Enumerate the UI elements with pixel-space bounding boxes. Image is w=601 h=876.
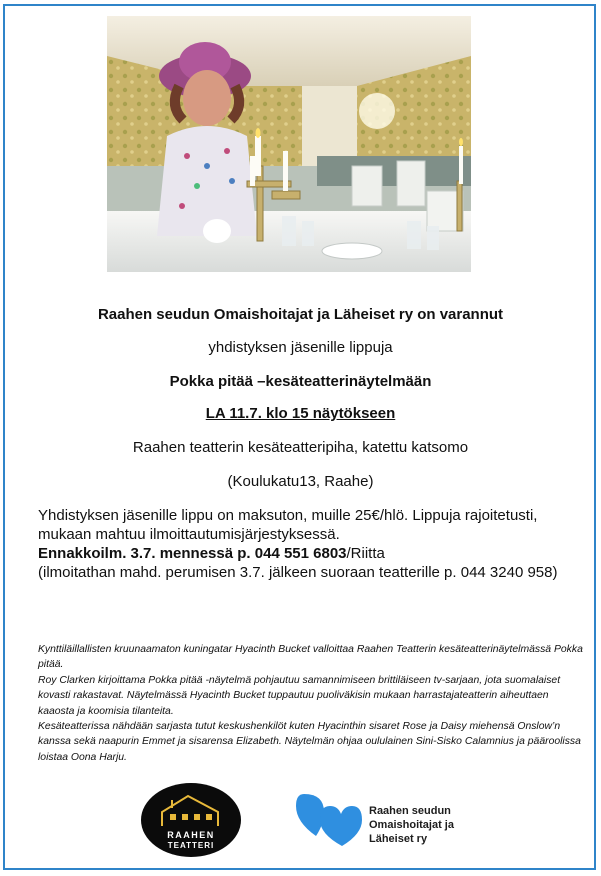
raahen-teatteri-logo	[140, 782, 242, 858]
teatteri-logo-line1: RAAHEN	[167, 830, 215, 840]
play-description	[38, 642, 584, 765]
show-date: LA 11.7. klo 15 näytökseen	[205, 405, 396, 422]
registration-deadline	[38, 544, 578, 563]
omais-logo-line2: Omaishoitajat ja	[369, 819, 454, 831]
ticket-info	[38, 506, 578, 582]
hero-photo	[107, 16, 471, 272]
venue-address: (Koulukatu13, Raahe)	[227, 473, 374, 490]
play-title: Pokka pitää –kesäteatterinäytelmään	[169, 373, 432, 390]
description-paragraph-3: Kesäteatterissa nähdään sarjasta tutut keskushenkilöt kuten Hyacinthin sisaret Rose ja Daisy miehensä Onslow’n kanssa sekä naapurin Emmet ja sisarensa Elizabeth. Näytelmän ohjaa oululainen Sini-Sisko Calamnius ja pääroolissa loistaa Oona Harju.	[38, 721, 581, 763]
teatteri-logo-line2: TEATTERI	[167, 841, 215, 850]
hero-photo-illustration	[107, 16, 471, 272]
description-paragraph-2: Roy Clarken kirjoittama Pokka pitää -näytelmä pohjautuu samannimiseen brittiläiseen tv-sarjaan, jota suomalaiset kovasti rakastavat. Näytelmässä Hyacinth Bucket tuppautuu puoliväkisin mukaan harrastajateatterin aiheuttaen kaaosta ja koomisia tilanteita.	[38, 674, 561, 717]
omais-logo-line3: Läheiset ry	[369, 833, 428, 845]
omaishoitajat-heart-logo	[294, 788, 364, 848]
registration-deadline-bold: Ennakkoilm. 3.7. mennessä p. 044 551 6803	[38, 545, 347, 562]
ticket-price-text: Yhdistyksen jäsenille lippu on maksuton, muille 25€/hlö. Lippuja rajoitetusti, mukaan mahtuu ilmoittautumisjärjestyksessä.	[38, 507, 538, 543]
venue: Raahen teatterin kesäteatteripiha, katettu katsomo	[132, 439, 469, 456]
headline-organizer: Raahen seudun Omaishoitajat ja Läheiset ry on varannut	[97, 306, 504, 323]
omaishoitajat-logo-text	[369, 804, 454, 846]
omais-logo-line1: Raahen seudun	[369, 805, 451, 817]
registration-contact: /Riitta	[346, 545, 385, 562]
description-paragraph-1: Kynttiläillallisten kruunaamaton kuningatar Hyacinth Bucket valloittaa Raahen Teatterin kesäteatterinäytelmässä Pokka pitää.	[38, 644, 583, 671]
headline-tickets: yhdistyksen jäsenille lippuja	[208, 339, 393, 356]
cancellation-note: (ilmoitathan mahd. perumisen 3.7. jälkeen suoraan teatterille p. 044 3240 958)	[38, 564, 558, 581]
